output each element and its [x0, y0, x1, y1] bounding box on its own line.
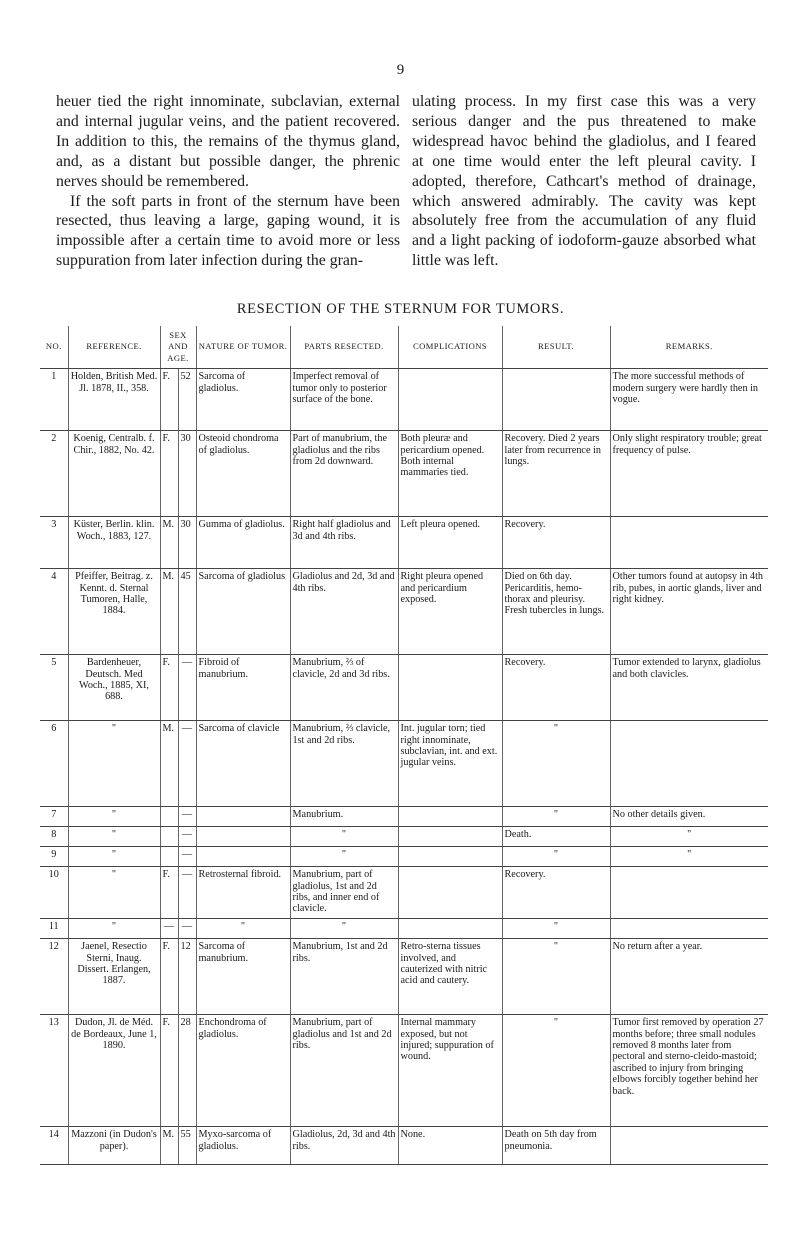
- tumor-nature-cell: Sarcoma of gladiolus: [196, 569, 290, 655]
- reference-cell: Küster, Berlin. klin. Woch., 1883, 127.: [68, 517, 160, 569]
- parts-resected-cell: Gladiolus and 2d, 3d and 4th ribs.: [290, 569, 398, 655]
- age-cell: —: [178, 721, 196, 807]
- remarks-cell: [610, 919, 768, 939]
- tumor-nature-cell: Fibroid of manubrium.: [196, 655, 290, 721]
- table-row: [40, 939, 768, 1015]
- remarks-cell: [610, 867, 768, 919]
- tumor-nature-cell: Sarcoma of gladiolus.: [196, 369, 290, 431]
- tumor-nature-cell: Sarcoma of clavicle: [196, 721, 290, 807]
- row-number: 2: [40, 431, 68, 517]
- result-cell: [502, 369, 610, 431]
- tumor-nature-cell: Sarcoma of manubrium.: [196, 939, 290, 1015]
- remarks-cell: The more successful methods of modern surgery were hardly then in vogue.: [610, 369, 768, 431]
- section-title: RESECTION OF THE STERNUM FOR TUMORS.: [236, 301, 565, 317]
- result-cell: Died on 6th day. Pericarditis, hemo-thorax and pleurisy. Fresh tubercles in lungs.: [502, 569, 610, 655]
- complications-cell: Left pleura opened.: [398, 517, 502, 569]
- remarks-cell: ": [610, 827, 768, 847]
- result-cell: Recovery.: [502, 867, 610, 919]
- row-number: 12: [40, 939, 68, 1015]
- header-remarks: REMARKS.: [610, 326, 768, 369]
- remarks-cell: Only slight respiratory trouble; great frequency of pulse.: [610, 431, 768, 517]
- tumor-nature-cell: Osteoid chondroma of gladiolus.: [196, 431, 290, 517]
- complications-cell: [398, 807, 502, 827]
- sex-cell: F.: [160, 939, 178, 1015]
- complications-cell: [398, 827, 502, 847]
- row-number: 14: [40, 1127, 68, 1165]
- parts-resected-cell: ": [290, 919, 398, 939]
- result-cell: Recovery.: [502, 517, 610, 569]
- row-number: 3: [40, 517, 68, 569]
- parts-resected-cell: Manubrium, ⅔ of clavicle, 2d and 3d ribs.: [290, 655, 398, 721]
- row-number: 5: [40, 655, 68, 721]
- sex-cell: F.: [160, 655, 178, 721]
- parts-resected-cell: Manubrium, part of gladiolus and 1st and 2d ribs.: [290, 1015, 398, 1127]
- result-cell: Death on 5th day from pneumonia.: [502, 1127, 610, 1165]
- header-sex-age: SEX AND AGE.: [160, 326, 196, 369]
- reference-cell: Dudon, Jl. de Méd. de Bordeaux, June 1, 1890.: [68, 1015, 160, 1127]
- remarks-cell: [610, 1127, 768, 1165]
- result-cell: ": [502, 919, 610, 939]
- parts-resected-cell: ": [290, 847, 398, 867]
- table-row: [40, 655, 768, 721]
- reference-cell: ": [68, 847, 160, 867]
- reference-cell: ": [68, 919, 160, 939]
- header-result: RESULT.: [502, 326, 610, 369]
- tumor-nature-cell: Gumma of gladiolus.: [196, 517, 290, 569]
- cases-table: [40, 326, 768, 1165]
- complications-cell: [398, 919, 502, 939]
- sex-cell: F.: [160, 369, 178, 431]
- parts-resected-cell: Imperfect removal of tumor only to posterior surface of the bone.: [290, 369, 398, 431]
- parts-resected-cell: ": [290, 827, 398, 847]
- table-row: [40, 569, 768, 655]
- header-reference: REFERENCE.: [68, 326, 160, 369]
- sex-cell: M.: [160, 569, 178, 655]
- header-parts: PARTS RESECTED.: [290, 326, 398, 369]
- result-cell: Recovery. Died 2 years later from recurrence in lungs.: [502, 431, 610, 517]
- complications-cell: Right pleura opened and pericardium exposed.: [398, 569, 502, 655]
- age-cell: —: [178, 919, 196, 939]
- complications-cell: Retro-sterna tissues involved, and cauterized with nitric acid and cautery.: [398, 939, 502, 1015]
- body-text: [56, 92, 756, 271]
- table-row: [40, 369, 768, 431]
- remarks-cell: No other details given.: [610, 807, 768, 827]
- sex-cell: M.: [160, 517, 178, 569]
- table-row: [40, 1015, 768, 1127]
- reference-cell: Bardenheuer, Deutsch. Med Woch., 1885, XI, 688.: [68, 655, 160, 721]
- sex-cell: F.: [160, 431, 178, 517]
- row-number: 8: [40, 827, 68, 847]
- header-complications: COMPLICATIONS: [398, 326, 502, 369]
- result-cell: ": [502, 807, 610, 827]
- table-row: [40, 721, 768, 807]
- complications-cell: [398, 369, 502, 431]
- parts-resected-cell: Manubrium.: [290, 807, 398, 827]
- tumor-nature-cell: [196, 847, 290, 867]
- reference-cell: Holden, British Med. Jl. 1878, II., 358.: [68, 369, 160, 431]
- parts-resected-cell: Manubrium, ⅔ clavicle, 1st and 2d ribs.: [290, 721, 398, 807]
- right-column: [412, 92, 756, 271]
- tumor-nature-cell: Retrosternal fibroid.: [196, 867, 290, 919]
- reference-cell: Koenig, Centralb. f. Chir., 1882, No. 42.: [68, 431, 160, 517]
- age-cell: 30: [178, 517, 196, 569]
- header-no: NO.: [40, 326, 68, 369]
- paragraph: heuer tied the right innominate, subclavian, external and internal jugular veins, and the patient recovered. In addition to this, the remains of the thymus gland, and, as a distant but possible danger, the phrenic nerves should be remembered.: [56, 93, 400, 190]
- age-cell: —: [178, 847, 196, 867]
- row-number: 4: [40, 569, 68, 655]
- tumor-nature-cell: [196, 827, 290, 847]
- sex-cell: M.: [160, 721, 178, 807]
- row-number: 7: [40, 807, 68, 827]
- remarks-cell: ": [610, 847, 768, 867]
- age-cell: 28: [178, 1015, 196, 1127]
- table-row: [40, 827, 768, 847]
- age-cell: 55: [178, 1127, 196, 1165]
- page-number: 9: [396, 62, 405, 78]
- sex-cell: [160, 847, 178, 867]
- parts-resected-cell: Part of manubrium, the gladiolus and the ribs from 2d downward.: [290, 431, 398, 517]
- complications-cell: [398, 655, 502, 721]
- result-cell: Recovery.: [502, 655, 610, 721]
- paragraph: If the soft parts in front of the sternum have been resected, thus leaving a large, gaping wound, it is impossible after a certain time to avoid more or less suppuration from later infection during the gran-: [56, 192, 400, 270]
- table-header-row: [40, 326, 768, 369]
- row-number: 1: [40, 369, 68, 431]
- age-cell: —: [178, 655, 196, 721]
- left-column: [56, 92, 400, 271]
- row-number: 6: [40, 721, 68, 807]
- result-cell: Death.: [502, 827, 610, 847]
- result-cell: ": [502, 721, 610, 807]
- table-row: [40, 847, 768, 867]
- table-row: [40, 1127, 768, 1165]
- complications-cell: [398, 847, 502, 867]
- result-cell: ": [502, 847, 610, 867]
- age-cell: 12: [178, 939, 196, 1015]
- remarks-cell: [610, 517, 768, 569]
- complications-cell: [398, 867, 502, 919]
- age-cell: 30: [178, 431, 196, 517]
- age-cell: —: [178, 807, 196, 827]
- row-number: 9: [40, 847, 68, 867]
- parts-resected-cell: Right half gladiolus and 3d and 4th ribs.: [290, 517, 398, 569]
- complications-cell: Both pleuræ and pericardium opened. Both internal mammaries tied.: [398, 431, 502, 517]
- remarks-cell: Tumor extended to larynx, gladiolus and both clavicles.: [610, 655, 768, 721]
- result-cell: ": [502, 1015, 610, 1127]
- sex-cell: M.: [160, 1127, 178, 1165]
- table-row: [40, 807, 768, 827]
- parts-resected-cell: Gladiolus, 2d, 3d and 4th ribs.: [290, 1127, 398, 1165]
- remarks-cell: Tumor first removed by operation 27 months before; three small nodules removed 8 months later from pectoral and sterno-cleido-mastoid; ascribed to injury from bringing elbows forcibly together behind her back.: [610, 1015, 768, 1127]
- row-number: 11: [40, 919, 68, 939]
- age-cell: 45: [178, 569, 196, 655]
- table-row: [40, 867, 768, 919]
- reference-cell: Mazzoni (in Dudon's paper).: [68, 1127, 160, 1165]
- tumor-nature-cell: Enchondroma of gladiolus.: [196, 1015, 290, 1127]
- remarks-cell: Other tumors found at autopsy in 4th rib, pubes, in aortic glands, liver and right kidney.: [610, 569, 768, 655]
- row-number: 13: [40, 1015, 68, 1127]
- age-cell: 52: [178, 369, 196, 431]
- reference-cell: ": [68, 721, 160, 807]
- header-nature: NATURE OF TUMOR.: [196, 326, 290, 369]
- complications-cell: None.: [398, 1127, 502, 1165]
- table-row: [40, 919, 768, 939]
- parts-resected-cell: Manubrium, part of gladiolus, 1st and 2d ribs, and inner end of clavicle.: [290, 867, 398, 919]
- tumor-nature-cell: ": [196, 919, 290, 939]
- age-cell: —: [178, 827, 196, 847]
- row-number: 10: [40, 867, 68, 919]
- reference-cell: Pfeiffer, Beitrag. z. Kennt. d. Sternal Tumoren, Halle, 1884.: [68, 569, 160, 655]
- remarks-cell: [610, 721, 768, 807]
- table-row: [40, 517, 768, 569]
- complications-cell: Internal mammary exposed, but not injured; suppuration of wound.: [398, 1015, 502, 1127]
- paragraph: ulating process. In my first case this was a very serious danger and the pus threatened to make widespread havoc behind the gladiolus, and I feared at one time would enter the left pleural cavity. I adopted, therefore, Cathcart's method of drainage, which answered admirably. The cavity was kept absolutely free from the accumulation of any fluid and a light packing of iodoform-gauze absorbed what little was left.: [412, 93, 756, 270]
- remarks-cell: No return after a year.: [610, 939, 768, 1015]
- reference-cell: ": [68, 827, 160, 847]
- result-cell: ": [502, 939, 610, 1015]
- sex-cell: —: [160, 919, 178, 939]
- sex-cell: F.: [160, 867, 178, 919]
- tumor-nature-cell: [196, 807, 290, 827]
- reference-cell: ": [68, 807, 160, 827]
- age-cell: —: [178, 867, 196, 919]
- reference-cell: ": [68, 867, 160, 919]
- tumor-nature-cell: Myxo-sarcoma of gladiolus.: [196, 1127, 290, 1165]
- sex-cell: [160, 807, 178, 827]
- sex-cell: [160, 827, 178, 847]
- complications-cell: Int. jugular torn; tied right innominate, subclavian, int. and ext. jugular veins.: [398, 721, 502, 807]
- sex-cell: F.: [160, 1015, 178, 1127]
- parts-resected-cell: Manubrium, 1st and 2d ribs.: [290, 939, 398, 1015]
- table-row: [40, 431, 768, 517]
- reference-cell: Jaenel, Resectio Sterni, Inaug. Dissert. Erlangen, 1887.: [68, 939, 160, 1015]
